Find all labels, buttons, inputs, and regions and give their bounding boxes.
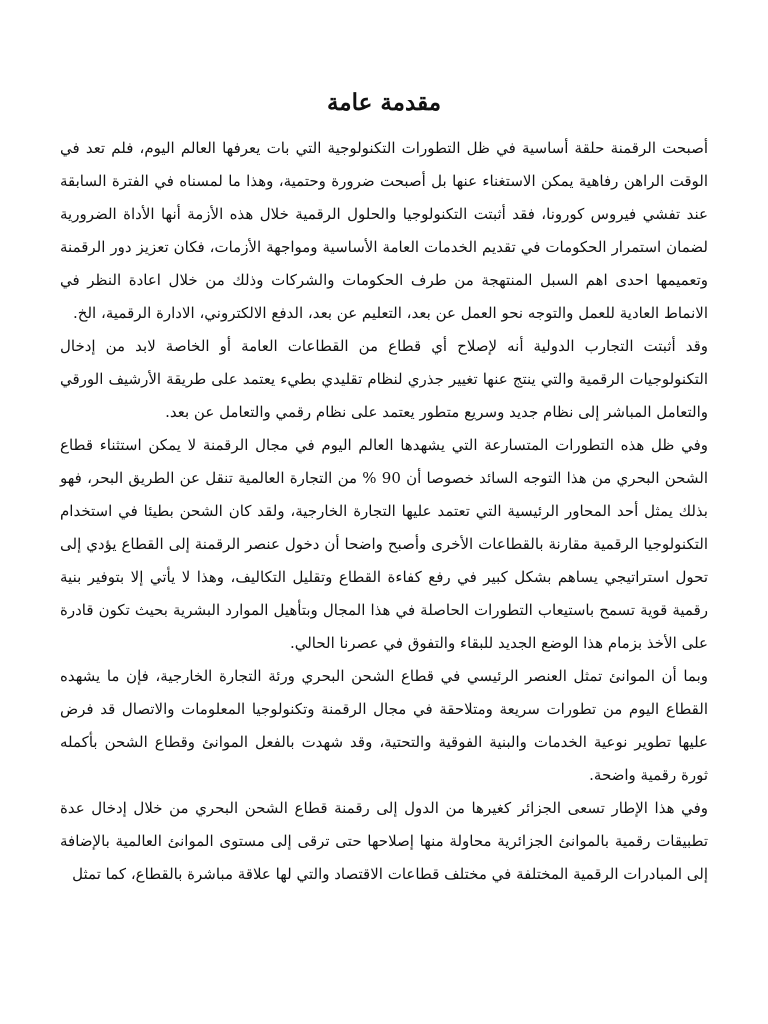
paragraph-5: وفي هذا الإطار تسعى الجزائر كغيرها من الدول إلى رقمنة قطاع الشحن البحري من خلال إدخال عدة تطبيقات رقمية بالموانئ الجزائرية محاولة منها إصلاحها حتى ترقى إلى مستوى الموانئ العالمية بالإضافة إلى المبادرات الرقمية المختلفة في مختلف قطاعات الاقتصاد والتي لها علاقة مباشرة بالقطاع، كما تمثل — [60, 799, 708, 883]
document-title: مقدمة عامة — [326, 89, 442, 116]
document-page — [60, 86, 708, 891]
paragraph-2: وقد أثبتت التجارب الدولية أنه لإصلاح أي قطاع من القطاعات العامة أو الخاصة لابد من إدخال التكنولوجيات الرقمية والتي ينتج عنها تغيير جذري لنظام تقليدي بطيء يعتمد على طريقة الأرشيف الورقي والتعامل المباشر إلى نظام جديد وسريع متطور يعتمد على نظام رقمي والتعامل عن بعد. — [60, 337, 708, 421]
paragraph-1: أصبحت الرقمنة حلقة أساسية في ظل التطورات التكنولوجية التي بات يعرفها العالم اليوم، فلم تعد في الوقت الراهن رفاهية يمكن الاستغناء عنها بل أصبحت ضرورة وحتمية، وهذا ما لمسناه في الفترة السابقة عند تفشي فيروس كورونا، فقد أثبتت التكنولوجيا والحلول الرقمية خلال هذه الأزمة أنها الأداة الضرورية لضمان استمرار الحكومات في تقديم الخدمات العامة الأساسية ومواجهة الأزمات، فكان تعزيز دور الرقمنة وتعميمها احدى اهم السبل المنتهجة من طرف الحكومات والشركات وذلك من خلال اعادة النظر في الانماط العادية للعمل والتوجه نحو العمل عن بعد، التعليم عن بعد، الدفع الالكتروني، الادارة الرقمية، الخ. — [60, 139, 708, 322]
paragraph-3: وفي ظل هذه التطورات المتسارعة التي يشهدها العالم اليوم في مجال الرقمنة لا يمكن استثناء قطاع الشحن البحري من هذا التوجه السائد خصوصا أن 90 % من التجارة العالمية تنقل عن الطريق البحر، فهو بذلك يمثل أحد المحاور الرئيسية التي تعتمد عليها التجارة الخارجية، ولقد كان الشحن بطيئا في استخدام التكنولوجيا الرقمية مقارنة بالقطاعات الأخرى وأصبح واضحا أن دخول عنصر الرقمنة إلى القطاع يؤدي إلى تحول استراتيجي يساهم بشكل كبير في رفع كفاءة القطاع وتقليل التكاليف، وهذا لا يأتي إلا بتوفير بنية رقمية قوية تسمح باستيعاب التطورات الحاصلة في هذا المجال وبتأهيل الموارد البشرية بحيث تكون قادرة على الأخذ بزمام هذا الوضع الجديد للبقاء والتفوق في عصرنا الحالي. — [60, 436, 708, 652]
paragraph-4: وبما أن الموانئ تمثل العنصر الرئيسي في قطاع الشحن البحري ورئة التجارة الخارجية، فإن ما يشهده القطاع اليوم من تطورات سريعة ومتلاحقة في مجال الرقمنة وتكنولوجيا المعلومات والاتصال قد فرض عليها تطوير نوعية الخدمات والبنية الفوقية والتحتية، وقد شهدت بالفعل الموانئ وقطاع الشحن بأكمله ثورة رقمية واضحة. — [60, 667, 708, 784]
